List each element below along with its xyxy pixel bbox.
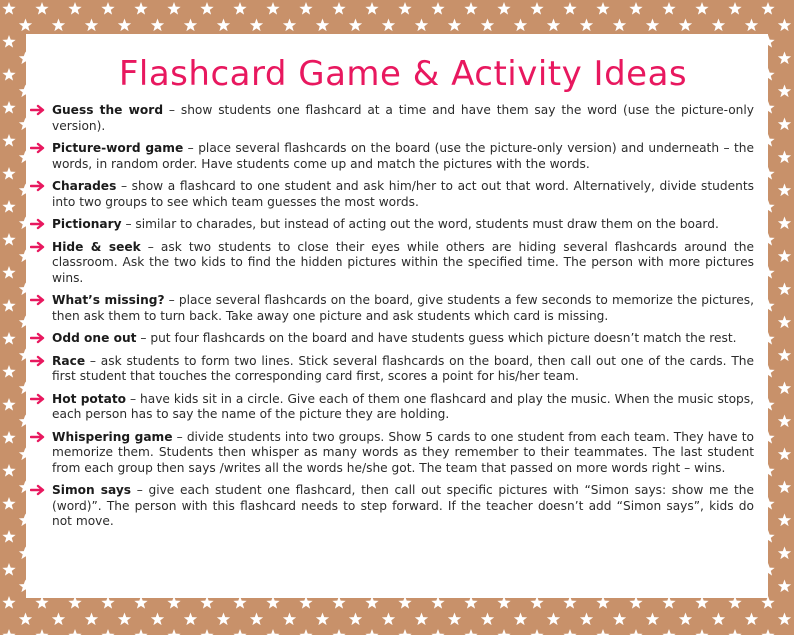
star-icon [217, 613, 230, 626]
star-icon [530, 2, 543, 15]
list-item [52, 103, 754, 134]
star-icon [728, 2, 741, 15]
star-icon [679, 613, 692, 626]
star-icon [68, 2, 81, 15]
star-icon [547, 19, 560, 32]
star-icon [200, 629, 213, 635]
star-icon [184, 613, 197, 626]
star-icon [596, 2, 609, 15]
star-icon [596, 629, 609, 635]
star-icon [464, 629, 477, 635]
list-item [52, 430, 754, 477]
list-item [52, 179, 754, 210]
star-icon [464, 2, 477, 15]
star-icon [745, 613, 758, 626]
star-icon [695, 629, 708, 635]
star-icon [448, 613, 461, 626]
star-icon [365, 629, 378, 635]
star-icon [2, 200, 15, 213]
star-icon [580, 613, 593, 626]
activity-name: Hide & seek [52, 239, 141, 254]
star-icon [349, 613, 362, 626]
star-icon [497, 629, 510, 635]
star-icon [2, 365, 15, 378]
page-title: Flashcard Game & Activity Ideas [118, 54, 688, 94]
star-icon [266, 629, 279, 635]
star-icon [629, 629, 642, 635]
activity-description: – give each student one flashcard, then call out specific pictures with “Simon says: show me the (word)”. The person with this flashcard needs to step forward. If the teacher doesn’t add “Simon says”, kids do not move. [52, 483, 754, 529]
star-icon [2, 233, 15, 246]
activity-name: Charades [52, 179, 117, 194]
star-icon [349, 19, 362, 32]
list-item [52, 293, 754, 324]
star-icon [200, 2, 213, 15]
star-icon [2, 299, 15, 312]
list-item [52, 331, 754, 347]
star-icon [101, 2, 114, 15]
star-icon [662, 2, 675, 15]
star-icon [431, 2, 444, 15]
star-icon [151, 19, 164, 32]
arrow-right-icon [30, 218, 46, 230]
star-icon [316, 19, 329, 32]
star-icon [530, 629, 543, 635]
list-item [52, 217, 754, 233]
star-icon [52, 19, 65, 32]
star-icon [563, 2, 576, 15]
star-icon [563, 629, 576, 635]
arrow-right-icon [30, 484, 46, 496]
star-icon [398, 629, 411, 635]
star-icon [778, 316, 791, 329]
star-icon [68, 629, 81, 635]
star-icon [398, 2, 411, 15]
activity-list [52, 103, 754, 530]
star-icon [101, 629, 114, 635]
star-icon [728, 629, 741, 635]
star-icon [712, 613, 725, 626]
star-icon [514, 613, 527, 626]
star-icon [2, 629, 15, 635]
star-icon [712, 19, 725, 32]
star-icon [415, 19, 428, 32]
star-icon [778, 184, 791, 197]
star-icon [497, 2, 510, 15]
arrow-right-icon [30, 431, 46, 443]
star-icon [778, 250, 791, 263]
star-icon [332, 2, 345, 15]
star-icon [382, 19, 395, 32]
star-icon [481, 19, 494, 32]
star-icon [2, 398, 15, 411]
star-icon [761, 2, 774, 15]
star-icon [761, 629, 774, 635]
star-icon [2, 2, 15, 15]
star-icon [629, 2, 642, 15]
star-icon [2, 530, 15, 543]
star-icon [19, 613, 32, 626]
activity-name: What’s missing? [52, 293, 165, 308]
activity-name: Hot potato [52, 391, 127, 406]
list-item [52, 392, 754, 423]
star-icon [382, 613, 395, 626]
star-icon [778, 514, 791, 527]
star-icon [778, 415, 791, 428]
star-icon [167, 2, 180, 15]
activity-sheet [26, 34, 768, 598]
star-icon [514, 19, 527, 32]
star-icon [250, 19, 263, 32]
star-icon [167, 629, 180, 635]
star-icon [778, 85, 791, 98]
activity-description: – place several flashcards on the board, give students a few seconds to memorize the pictures, then ask them to turn back. Take away one picture and ask students which card is missing. [52, 293, 754, 323]
star-icon [2, 464, 15, 477]
star-icon [679, 19, 692, 32]
star-icon [2, 431, 15, 444]
star-icon [217, 19, 230, 32]
star-icon [2, 68, 15, 81]
star-icon [778, 547, 791, 560]
star-icon [695, 2, 708, 15]
activity-description: – divide students into two groups. Show 5 cards to one student from each team. They have to memorize them. Students then whisper as many words as they remember to their teammates. The last student from each group then says /writes all the words he/she got. The team that passed on more words right – wins. [52, 429, 754, 475]
activity-description: – ask students to form two lines. Stick several flashcards on the board, then call out one of the cards. The first student that touches the corresponding card first, scores a point for his/her team. [52, 353, 754, 384]
star-icon [580, 19, 593, 32]
star-icon [2, 596, 15, 609]
list-item [52, 354, 754, 385]
star-icon [233, 2, 246, 15]
star-icon [778, 382, 791, 395]
activity-name: Guess the word [52, 103, 164, 118]
star-icon [365, 2, 378, 15]
star-icon [151, 613, 164, 626]
star-icon [646, 19, 659, 32]
arrow-right-icon [30, 180, 46, 192]
star-icon [778, 613, 791, 626]
star-icon [35, 2, 48, 15]
star-icon [778, 217, 791, 230]
arrow-right-icon [30, 294, 46, 306]
star-icon [85, 19, 98, 32]
star-icon [431, 629, 444, 635]
star-icon [778, 481, 791, 494]
star-icon [778, 19, 791, 32]
activity-description: – have kids sit in a circle. Give each of them one flashcard and play the music. When the music stops, each person has to say the name of the picture they are holding. [52, 391, 754, 422]
arrow-right-icon [30, 332, 46, 344]
star-icon [778, 52, 791, 65]
star-icon [118, 613, 131, 626]
list-item [52, 240, 754, 287]
star-icon [778, 151, 791, 164]
activity-description: – put four flashcards on the board and have students guess which picture doesn’t match the rest. [136, 331, 737, 346]
star-icon [2, 563, 15, 576]
activity-name: Simon says [52, 483, 132, 498]
star-icon [2, 332, 15, 345]
activity-description: – ask two students to close their eyes while others are hiding several flashcards around the classroom. Ask the two kids to find the hidden pictures within the specified time. The person with more pictures wins. [52, 239, 754, 285]
activity-name: Picture-word game [52, 141, 184, 156]
star-icon [283, 19, 296, 32]
star-icon [266, 2, 279, 15]
star-icon [2, 35, 15, 48]
star-icon [778, 283, 791, 296]
star-icon [19, 19, 32, 32]
arrow-right-icon [30, 142, 46, 154]
activity-name: Pictionary [52, 217, 122, 232]
star-icon [2, 497, 15, 510]
arrow-right-icon [30, 241, 46, 253]
star-icon [778, 580, 791, 593]
star-icon [481, 613, 494, 626]
arrow-right-icon [30, 393, 46, 405]
activity-description: – show a flashcard to one student and ask him/her to act out that word. Alternatively, divide students into two groups to see which team guesses the most words. [52, 179, 754, 209]
star-icon [299, 629, 312, 635]
star-icon [316, 613, 329, 626]
star-icon [134, 2, 147, 15]
star-icon [118, 19, 131, 32]
star-icon [778, 349, 791, 362]
star-icon [184, 19, 197, 32]
star-icon [778, 448, 791, 461]
activity-name: Race [52, 353, 86, 368]
star-icon [2, 134, 15, 147]
star-icon [2, 167, 15, 180]
activity-name: Whispering game [52, 429, 173, 444]
star-icon [448, 19, 461, 32]
star-icon [2, 101, 15, 114]
star-icon [332, 629, 345, 635]
star-icon [778, 118, 791, 131]
activity-description: – show students one flashcard at a time and have them say the word (use the picture-only version). [52, 103, 754, 133]
star-icon [547, 613, 560, 626]
star-icon [2, 266, 15, 279]
activity-description: – similar to charades, but instead of acting out the word, students must draw them on the board. [121, 217, 719, 232]
activity-description: – place several flashcards on the board (use the picture-only version) and underneath – the words, in random order. Have students come up and match the pictures with the words. [52, 141, 754, 171]
star-icon [415, 613, 428, 626]
star-icon [250, 613, 263, 626]
star-icon [613, 613, 626, 626]
star-icon [233, 629, 246, 635]
star-icon [745, 19, 758, 32]
star-icon [662, 629, 675, 635]
star-icon [134, 629, 147, 635]
star-icon [299, 2, 312, 15]
list-item [52, 141, 754, 172]
star-icon [35, 629, 48, 635]
arrow-right-icon [30, 104, 46, 116]
star-icon [646, 613, 659, 626]
star-icon [85, 613, 98, 626]
arrow-right-icon [30, 355, 46, 367]
star-icon [52, 613, 65, 626]
list-item [52, 483, 754, 530]
star-icon [613, 19, 626, 32]
activity-name: Odd one out [52, 331, 137, 346]
star-icon [283, 613, 296, 626]
